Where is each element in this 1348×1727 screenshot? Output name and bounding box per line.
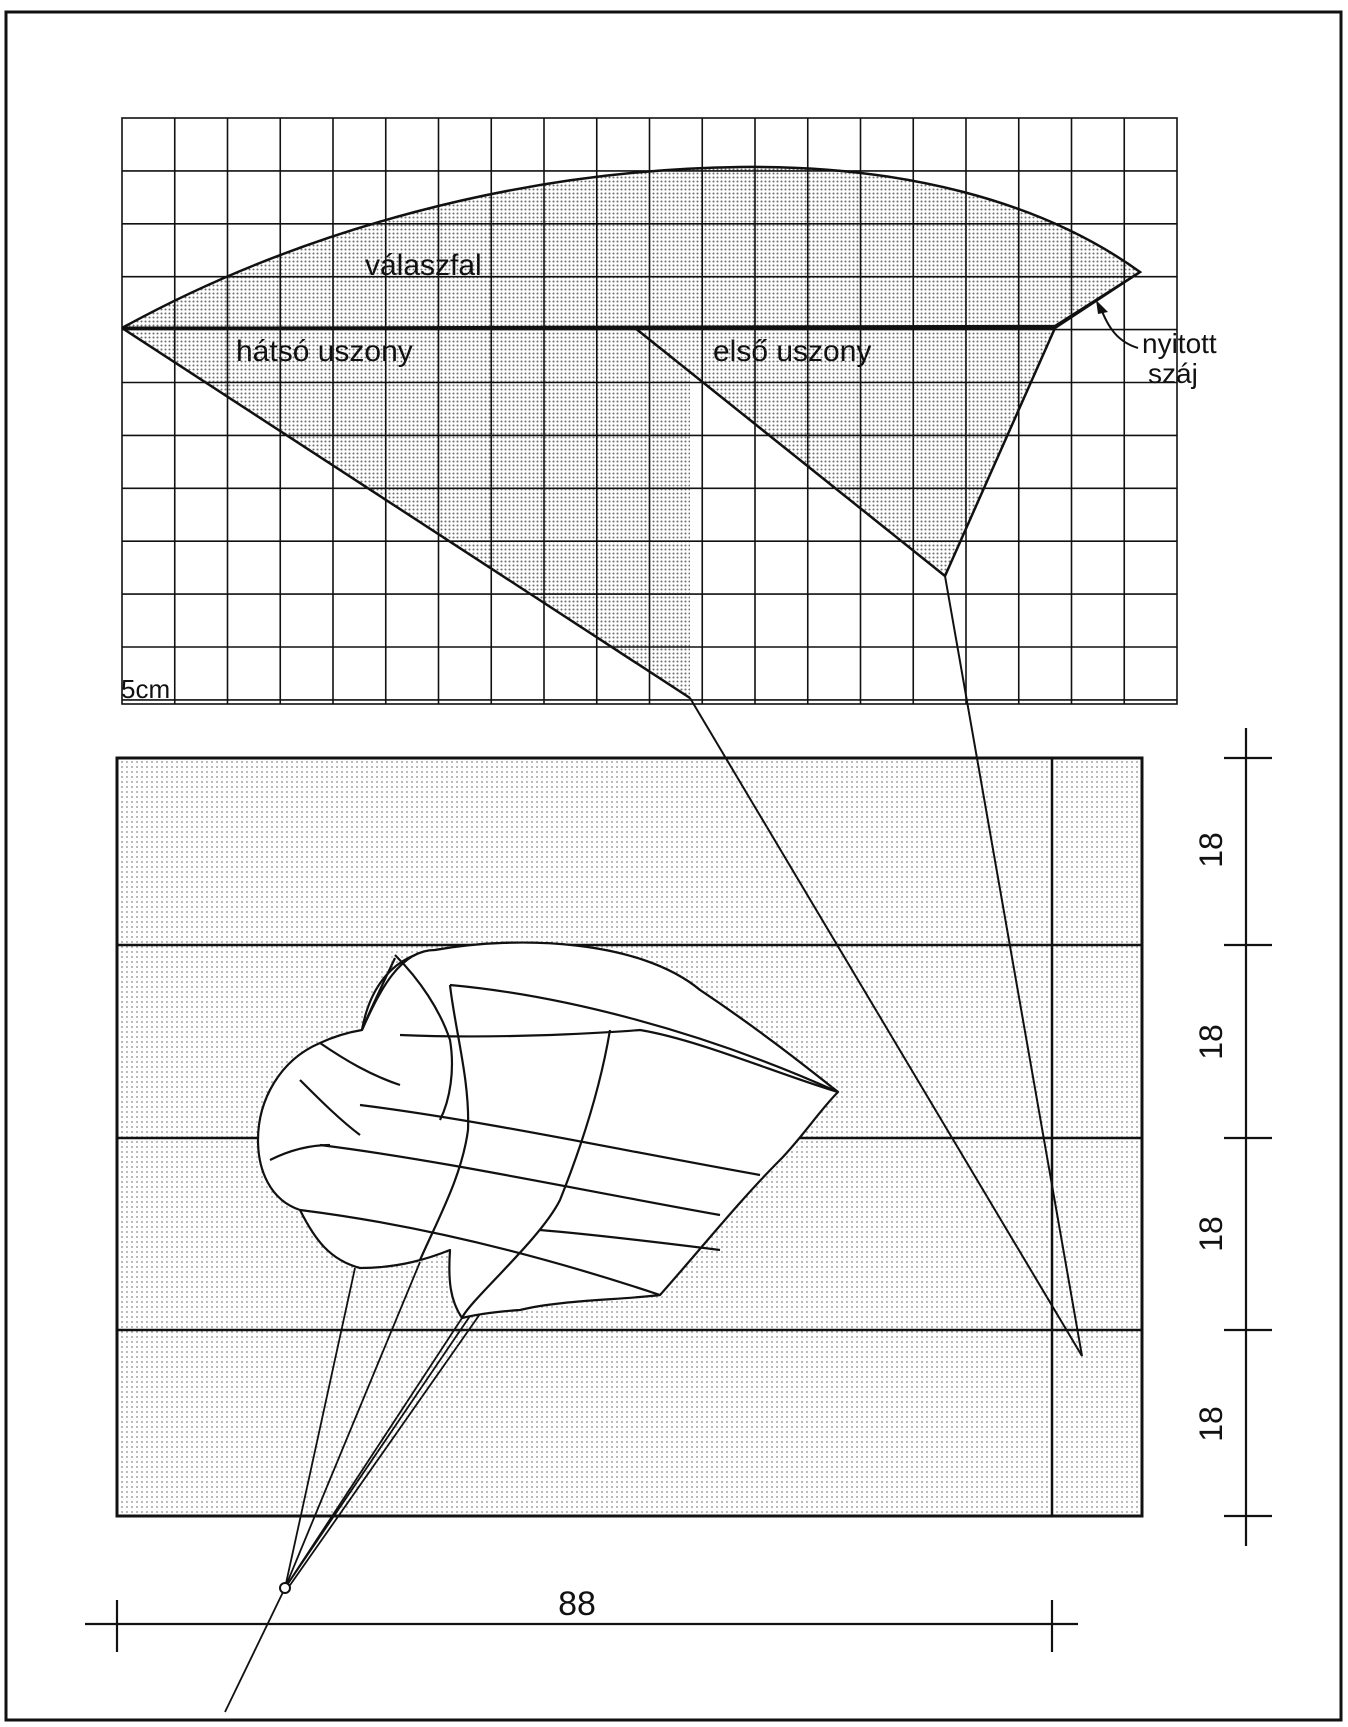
dim-strip-3: 18 bbox=[1193, 1216, 1229, 1252]
dim-strip-2: 18 bbox=[1193, 1024, 1229, 1060]
label-scale-5cm: 5cm bbox=[121, 674, 171, 704]
flying-line bbox=[225, 1588, 285, 1712]
label-nyitott: nyitott bbox=[1142, 328, 1217, 359]
pattern-panel bbox=[121, 118, 1217, 704]
fabric-panel bbox=[85, 576, 1272, 1712]
height-dimension bbox=[1224, 728, 1272, 1546]
label-elso-uszony: első uszony bbox=[713, 335, 872, 368]
label-hatso-uszony: hátsó uszony bbox=[236, 335, 413, 368]
dim-strip-1: 18 bbox=[1193, 832, 1229, 868]
tow-point-ring bbox=[280, 1583, 290, 1593]
bulkhead-piece bbox=[122, 167, 1140, 328]
mouth-arrowhead bbox=[1096, 300, 1108, 314]
dim-width-88: 88 bbox=[558, 1585, 596, 1623]
dim-strip-4: 18 bbox=[1193, 1406, 1229, 1442]
label-valaszfal: válaszfal bbox=[365, 249, 482, 282]
label-szaj: száj bbox=[1148, 358, 1198, 389]
